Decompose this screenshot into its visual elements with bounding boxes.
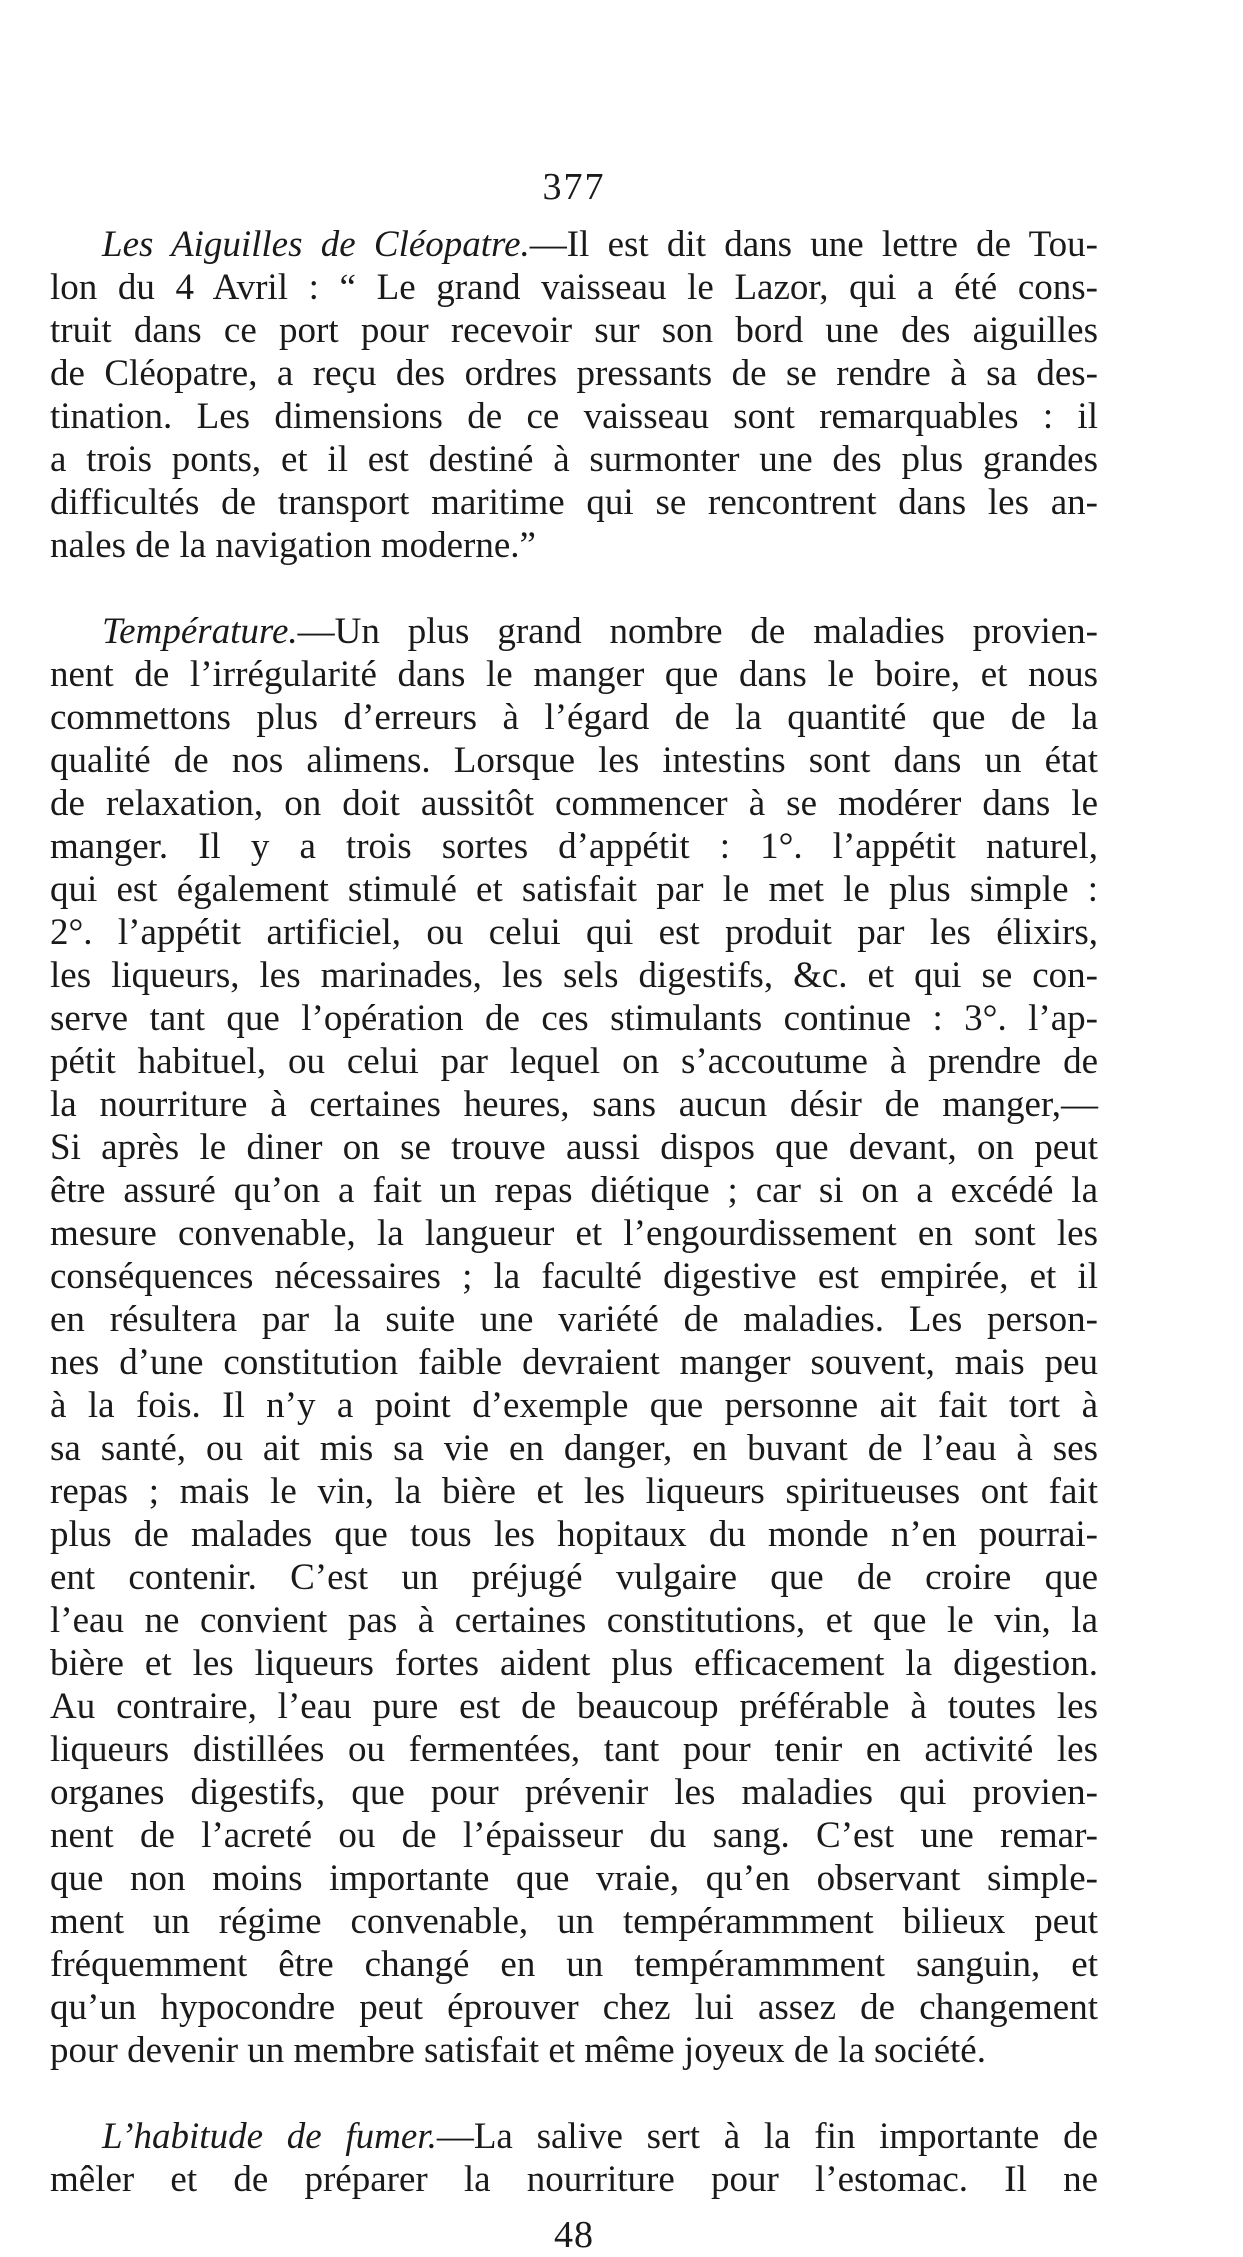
text-line: être assuré qu’on a fait un repas diétique ; car si on a excédé la	[50, 1170, 1098, 1211]
text-line: a trois ponts, et il est destiné à surmonter une des plus grandes	[50, 439, 1098, 480]
text-line: qui est également stimulé et satisfait par le met le plus simple :	[50, 869, 1098, 910]
text-line: ment un régime convenable, un tempérammment bilieux peut	[50, 1901, 1098, 1942]
text-line: bière et les liqueurs fortes aident plus efficacement la digestion.	[50, 1643, 1098, 1684]
text-line: conséquences nécessaires ; la faculté digestive est empirée, et il	[50, 1256, 1098, 1297]
text-line: qu’un hypocondre peut éprouver chez lui assez de changement	[50, 1987, 1098, 2028]
text-line: Si après le diner on se trouve aussi dispos que devant, on peut	[50, 1127, 1098, 1168]
text-line: liqueurs distillées ou fermentées, tant pour tenir en activité les	[50, 1729, 1098, 1770]
text-line: manger. Il y a trois sortes d’appétit : 1°. l’appétit naturel,	[50, 826, 1098, 867]
text-line: mesure convenable, la langueur et l’engourdissement en sont les	[50, 1213, 1098, 1254]
book-page	[50, 165, 1098, 2257]
text-line: serve tant que l’opération de ces stimulants continue : 3°. l’ap-	[50, 998, 1098, 1039]
text-line: nent de l’acreté ou de l’épaisseur du sang. C’est une remar-	[50, 1815, 1098, 1856]
text-line: lon du 4 Avril : “ Le grand vaisseau le Lazor, qui a été cons-	[50, 267, 1098, 308]
text-line: organes digestifs, que pour prévenir les maladies qui provien-	[50, 1772, 1098, 1813]
text-line: pour devenir un membre satisfait et même joyeux de la société.	[50, 2030, 986, 2071]
paragraph-temperance	[50, 610, 1098, 2072]
paragraph-gap	[50, 2072, 1098, 2115]
text-line: sa santé, ou ait mis sa vie en danger, en buvant de l’eau à ses	[50, 1428, 1098, 1469]
text-line: truit dans ce port pour recevoir sur son bord une des aiguilles	[50, 310, 1098, 351]
text-line: de Cléopatre, a reçu des ordres pressants de se rendre à sa des-	[50, 353, 1098, 394]
text-line: plus de malades que tous les hopitaux du monde n’en pourrai-	[50, 1514, 1098, 1555]
text-line: nales de la navigation moderne.”	[50, 525, 536, 566]
text-line: nes d’une constitution faible devraient manger souvent, mais peu	[50, 1342, 1098, 1383]
text-line: mêler et de préparer la nourriture pour l’estomac. Il ne	[50, 2159, 1098, 2200]
text-line: L’habitude de fumer.—La salive sert à la fin importante de	[102, 2116, 1098, 2157]
text-line: qualité de nos alimens. Lorsque les intestins sont dans un état	[50, 740, 1098, 781]
text-line: Au contraire, l’eau pure est de beaucoup préférable à toutes les	[50, 1686, 1098, 1727]
text-line: de relaxation, on doit aussitôt commencer à se modérer dans le	[50, 783, 1098, 824]
text-line: nent de l’irrégularité dans le manger que dans le boire, et nous	[50, 654, 1098, 695]
text-line: difficultés de transport maritime qui se rencontrent dans les an-	[50, 482, 1098, 523]
text-line: commettons plus d’erreurs à l’égard de la quantité que de la	[50, 697, 1098, 738]
text-line: fréquemment être changé en un tempérammment sanguin, et	[50, 1944, 1098, 1985]
text-line: 2°. l’appétit artificiel, ou celui qui est produit par les élixirs,	[50, 912, 1098, 953]
signature-mark: 48	[554, 2214, 594, 2256]
text-line: à la fois. Il n’y a point d’exemple que personne ait fait tort à	[50, 1385, 1098, 1426]
text-line: ent contenir. C’est un préjugé vulgaire que de croire que	[50, 1557, 1098, 1598]
text-line: pétit habituel, ou celui par lequel on s’accoutume à prendre de	[50, 1041, 1098, 1082]
paragraph-gap	[50, 567, 1098, 610]
text-line: Température.—Un plus grand nombre de maladies provien-	[102, 611, 1098, 652]
text-line: Les Aiguilles de Cléopatre.—Il est dit dans une lettre de Tou-	[102, 224, 1098, 265]
text-line: la nourriture à certaines heures, sans aucun désir de manger,—	[50, 1084, 1098, 1125]
paragraph-heading: L’habitude de fumer.	[102, 2116, 437, 2157]
paragraph-aiguilles	[50, 223, 1098, 567]
paragraph-heading: Température.	[102, 611, 298, 652]
text-line: repas ; mais le vin, la bière et les liqueurs spiritueuses ont fait	[50, 1471, 1098, 1512]
text-line: l’eau ne convient pas à certaines constitutions, et que le vin, la	[50, 1600, 1098, 1641]
text-line: que non moins importante que vraie, qu’en observant simple-	[50, 1858, 1098, 1899]
paragraph-heading: Les Aiguilles de Cléopatre.	[102, 224, 530, 265]
page-number: 377	[542, 166, 606, 208]
paragraph-habitude-fumer	[50, 2115, 1098, 2201]
text-line: tination. Les dimensions de ce vaisseau sont remarquables : il	[50, 396, 1098, 437]
text-line: les liqueurs, les marinades, les sels digestifs, &c. et qui se con-	[50, 955, 1098, 996]
text-line: en résultera par la suite une variété de maladies. Les person-	[50, 1299, 1098, 1340]
